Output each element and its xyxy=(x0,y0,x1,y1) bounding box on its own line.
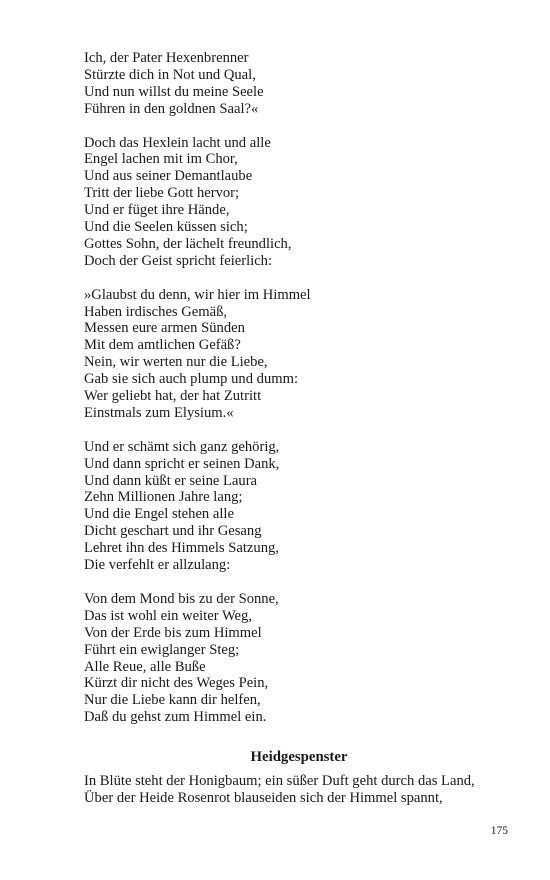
verse-line: Ich, der Pater Hexenbrenner xyxy=(84,50,249,66)
poem xyxy=(84,50,514,743)
stanza-3 xyxy=(84,287,514,422)
verse-line: Und aus seiner Demantlaube xyxy=(84,168,253,185)
verse-line: Doch das Hexlein lacht und alle xyxy=(84,134,271,151)
verse-line: Messen eure armen Sünden xyxy=(84,320,245,337)
verse-line: Das ist wohl ein weiter Weg, xyxy=(84,607,252,624)
verse-line: Und dann spricht er seinen Dank, xyxy=(84,455,280,472)
verse-line: Wer geliebt hat, der hat Zutritt xyxy=(84,388,262,405)
verse-line: Haben irdisches Gemäß, xyxy=(84,303,228,320)
verse-line: »Glaubst du denn, wir hier im Himmel xyxy=(84,286,311,303)
verse-line: Von der Erde bis zum Himmel xyxy=(84,624,262,641)
verse-line: Stürzte dich in Not und Qual, xyxy=(84,66,256,83)
verse-line: Doch der Geist spricht feierlich: xyxy=(84,252,273,269)
page-number: 175 xyxy=(490,825,508,837)
verse-line: Lehret ihn des Himmels Satzung, xyxy=(84,540,279,557)
verse-line: Und er schämt sich ganz gehörig, xyxy=(84,438,280,455)
stanza-4 xyxy=(84,439,514,574)
verse-line: Nur die Liebe kann dir helfen, xyxy=(84,692,261,709)
verse-line: Tritt der liebe Gott hervor; xyxy=(84,185,240,202)
verse-line: Von dem Mond bis zu der Sonne, xyxy=(84,590,279,607)
prose-paragraph xyxy=(84,773,514,807)
verse-line: Dicht geschart und ihr Gesang xyxy=(84,523,262,540)
stanza-5 xyxy=(84,591,514,726)
prose-line: Über der Heide Rosenrot blauseiden sich der Himmel spannt, xyxy=(84,790,443,806)
verse-line: Gab sie sich auch plump und dumm: xyxy=(84,371,299,388)
verse-line: Führt ein ewiglanger Steg; xyxy=(84,641,240,658)
prose-line: In Blüte steht der Honigbaum; ein süßer Duft geht durch das Land, xyxy=(84,773,475,789)
verse-line: Und nun willst du meine Seele xyxy=(84,83,264,100)
verse-line: Alle Reue, alle Buße xyxy=(84,658,206,675)
verse-line: Und die Engel stehen alle xyxy=(84,506,234,523)
section-heading: Heidgespenster xyxy=(250,749,348,765)
verse-line: Daß du gehst zum Himmel ein. xyxy=(84,709,267,726)
verse-line: Mit dem amtlichen Gefäß? xyxy=(84,337,241,354)
verse-line: Und dann küßt er seine Laura xyxy=(84,472,258,489)
verse-line: Zehn Millionen Jahre lang; xyxy=(84,489,243,506)
verse-line: Gottes Sohn, der lächelt freundlich, xyxy=(84,235,292,252)
verse-line: Und die Seelen küssen sich; xyxy=(84,219,248,236)
stanza-2 xyxy=(84,135,514,270)
verse-line: Kürzt dir nicht des Weges Pein, xyxy=(84,675,269,692)
verse-line: Führen in den goldnen Saal?« xyxy=(84,100,259,117)
verse-line: Und er füget ihre Hände, xyxy=(84,202,230,219)
verse-line: Engel lachen mit im Chor, xyxy=(84,151,238,168)
stanza-1 xyxy=(84,50,514,118)
verse-line: Die verfehlt er allzulang: xyxy=(84,557,231,574)
verse-line: Nein, wir werten nur die Liebe, xyxy=(84,354,268,371)
verse-line: Einstmals zum Elysium.« xyxy=(84,404,234,421)
